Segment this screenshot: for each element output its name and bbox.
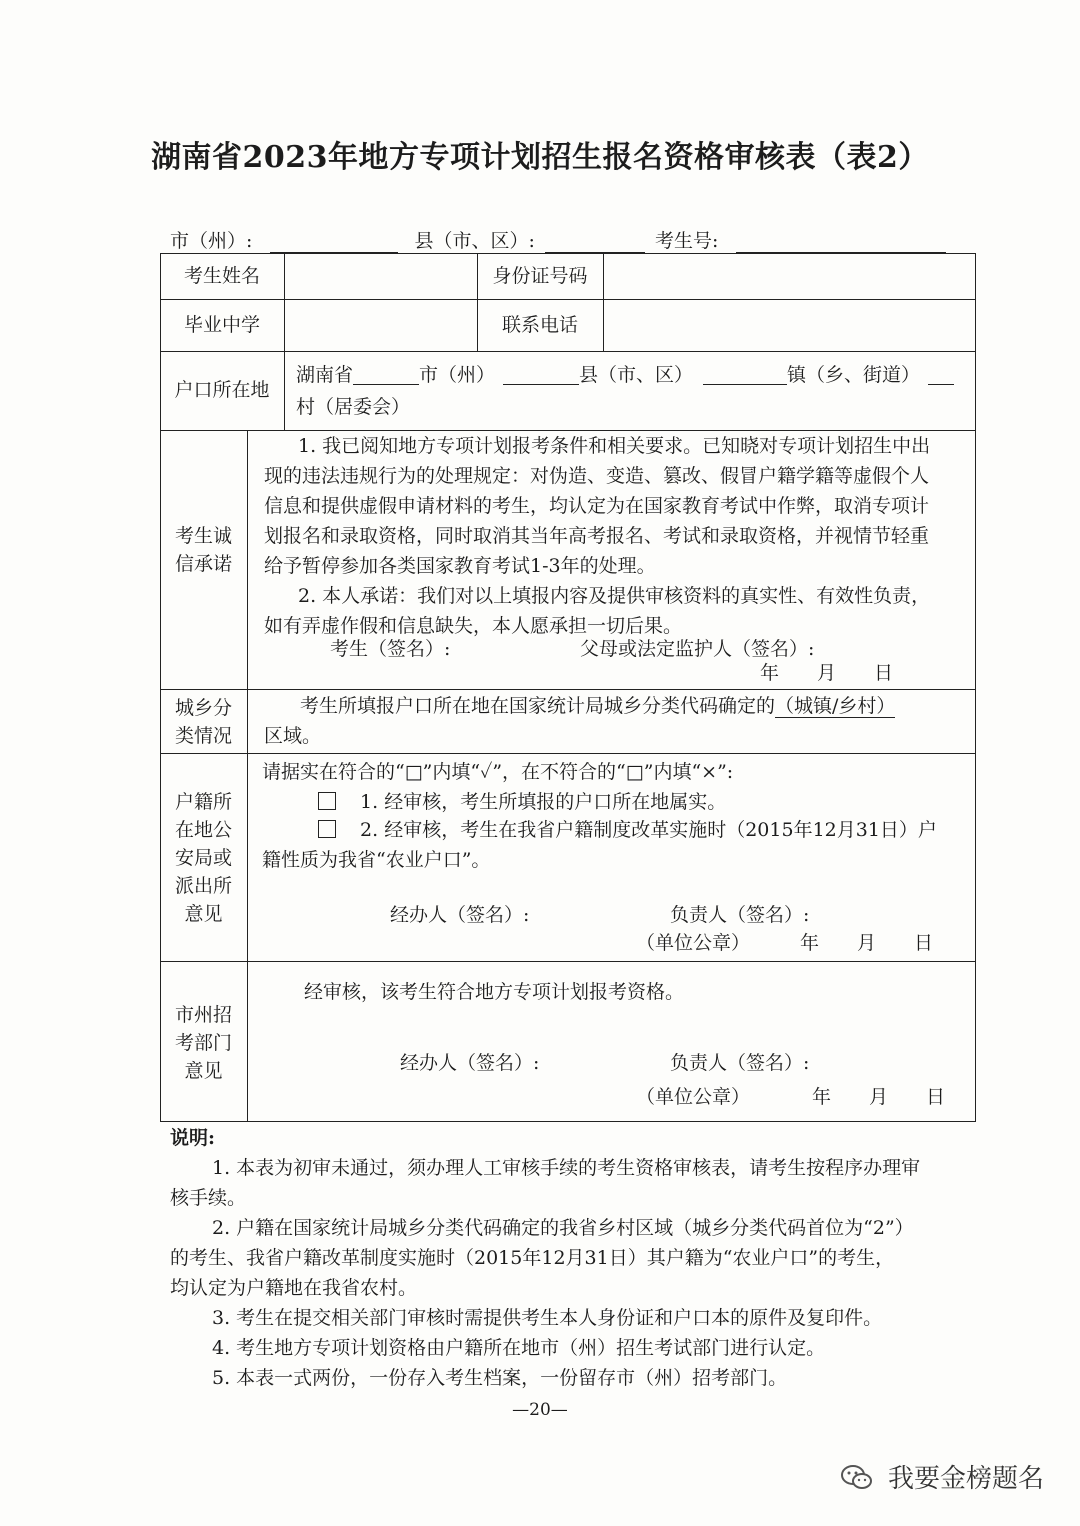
note-1-cont: 核手续。: [170, 1187, 247, 1209]
hukou-city-field[interactable]: [353, 366, 419, 385]
id-label: 身份证号码: [492, 265, 588, 287]
watermark: 我要金榜题名: [840, 1458, 1044, 1495]
guardian-sign-label: 父母或法定监护人（签名）:: [580, 638, 815, 660]
urban-rural-label: 城乡分 类情况: [174, 697, 232, 747]
header-line: [170, 226, 946, 253]
checkbox-2[interactable]: [318, 820, 336, 838]
police-leader-sign: 负责人（签名）:: [670, 904, 810, 926]
urban-rural-option[interactable]: （城镇/乡村）: [775, 695, 896, 717]
school-label: 毕业中学: [183, 314, 260, 336]
city-field[interactable]: [270, 232, 398, 253]
note-1: 1. 本表为初审未通过，须办理人工审核手续的考生资格审核表，请考生按程序办理审: [212, 1157, 921, 1179]
id-field[interactable]: [605, 256, 973, 298]
police-date: 年 月 日: [800, 932, 934, 954]
notes-heading: 说明:: [170, 1127, 216, 1149]
integrity-date: 年 月 日: [760, 662, 894, 684]
integrity-label: 考生诚 信承诺: [174, 525, 232, 575]
urban-rural-text-2: 区域。: [264, 725, 322, 747]
name-label: 考生姓名: [183, 265, 260, 287]
integrity-para1: 1. 我已阅知地方专项计划报考条件和相关要求。已知晓对专项计划招生中出 现的违法违规行为的处理规定：对伪造、变造、篡改、假冒户籍学籍等虚假个人 信息和提供虚假申请材料的考生，均认定为在国家教育考试中作弊，取消专项计 划报名和录取资格，同时取消其当年高考报名、考试和录取资格，并视情节轻重 给予暂停参加各类国家教育考试1-3年的处理。 2. 本人承诺：我们对以上填报内容及提供审核资料的真实性、有效性负责， 如有弄虚作假和信息缺失，本人愿承担一切后果。: [264, 435, 931, 637]
police-item-2: 2. 经审核，考生在我省户籍制度改革实施时（2015年12月31日）户: [318, 815, 937, 845]
county-label: 县（市、区）:: [414, 230, 535, 252]
police-seal: （单位公章）: [636, 932, 751, 954]
school-field[interactable]: [286, 302, 476, 350]
police-instruction: 请据实在符合的“□”内填“✓”，在不符合的“□”内填“×”:: [262, 761, 734, 783]
city-seal: （单位公章）: [636, 1086, 751, 1108]
note-2: 2. 户籍在国家统计局城乡分类代码确定的我省乡村区域（城乡分类代码首位为“2”）: [212, 1217, 914, 1239]
student-sign-label: 考生（签名）:: [330, 638, 451, 660]
city-handler-sign: 经办人（签名）:: [400, 1052, 540, 1074]
note-2-cont: 的考生、我省户籍改革制度实施时（2015年12月31日）其户籍为“农业户口”的考生，: [170, 1247, 895, 1269]
police-handler-sign: 经办人（签名）:: [390, 904, 530, 926]
exam-no-field[interactable]: [736, 232, 946, 253]
county-field[interactable]: [545, 232, 645, 253]
page-title: 湖南省2023年地方专项计划招生报名资格审核表（表2）: [151, 140, 929, 175]
hukou-village-field[interactable]: [928, 366, 954, 385]
city-label: 市（州）:: [170, 230, 253, 252]
note-5: 5. 本表一式两份，一份存入考生档案，一份留存市（州）招考部门。: [212, 1367, 788, 1389]
police-item-1: 1. 经审核，考生所填报的户口所在地属实。: [318, 787, 726, 817]
wechat-icon: [840, 1464, 888, 1494]
city-date: 年 月 日: [812, 1086, 946, 1108]
exam-no-label: 考生号:: [655, 230, 719, 252]
hukou-label: 户口所在地: [174, 379, 270, 401]
city-office-label: 市州招 考部门 意见: [174, 1004, 232, 1082]
hukou-village-label: 村（居委会）: [296, 396, 411, 418]
note-4: 4. 考生地方专项计划资格由户籍所在地市（州）招生考试部门进行认定。: [212, 1337, 826, 1359]
police-item-2-cont: 籍性质为我省“农业户口”。: [262, 849, 491, 871]
city-office-text: 经审核，该考生符合地方专项计划报考资格。: [304, 981, 685, 1003]
phone-field[interactable]: [605, 302, 973, 350]
page-number: —20—: [512, 1400, 568, 1420]
notes-section: [170, 1123, 970, 1393]
urban-rural-text: 考生所填报户口所在地在国家统计局城乡分类代码确定的（城镇/乡村）: [300, 695, 896, 717]
hukou-town-field[interactable]: [703, 366, 787, 385]
hukou-county-field[interactable]: [503, 366, 579, 385]
phone-label: 联系电话: [501, 314, 578, 336]
note-2-cont-2: 均认定为户籍地在我省农村。: [170, 1277, 418, 1299]
hukou-address-line: 湖南省 市（州） 县（市、区） 镇（乡、街道）: [296, 360, 954, 390]
police-label: 户籍所 在地公 安局或 派出所 意见: [174, 791, 232, 925]
name-field[interactable]: [286, 256, 476, 298]
checkbox-1[interactable]: [318, 792, 336, 810]
note-3: 3. 考生在提交相关部门审核时需提供考生本人身份证和户口本的原件及复印件。: [212, 1307, 883, 1329]
city-leader-sign: 负责人（签名）:: [670, 1052, 810, 1074]
